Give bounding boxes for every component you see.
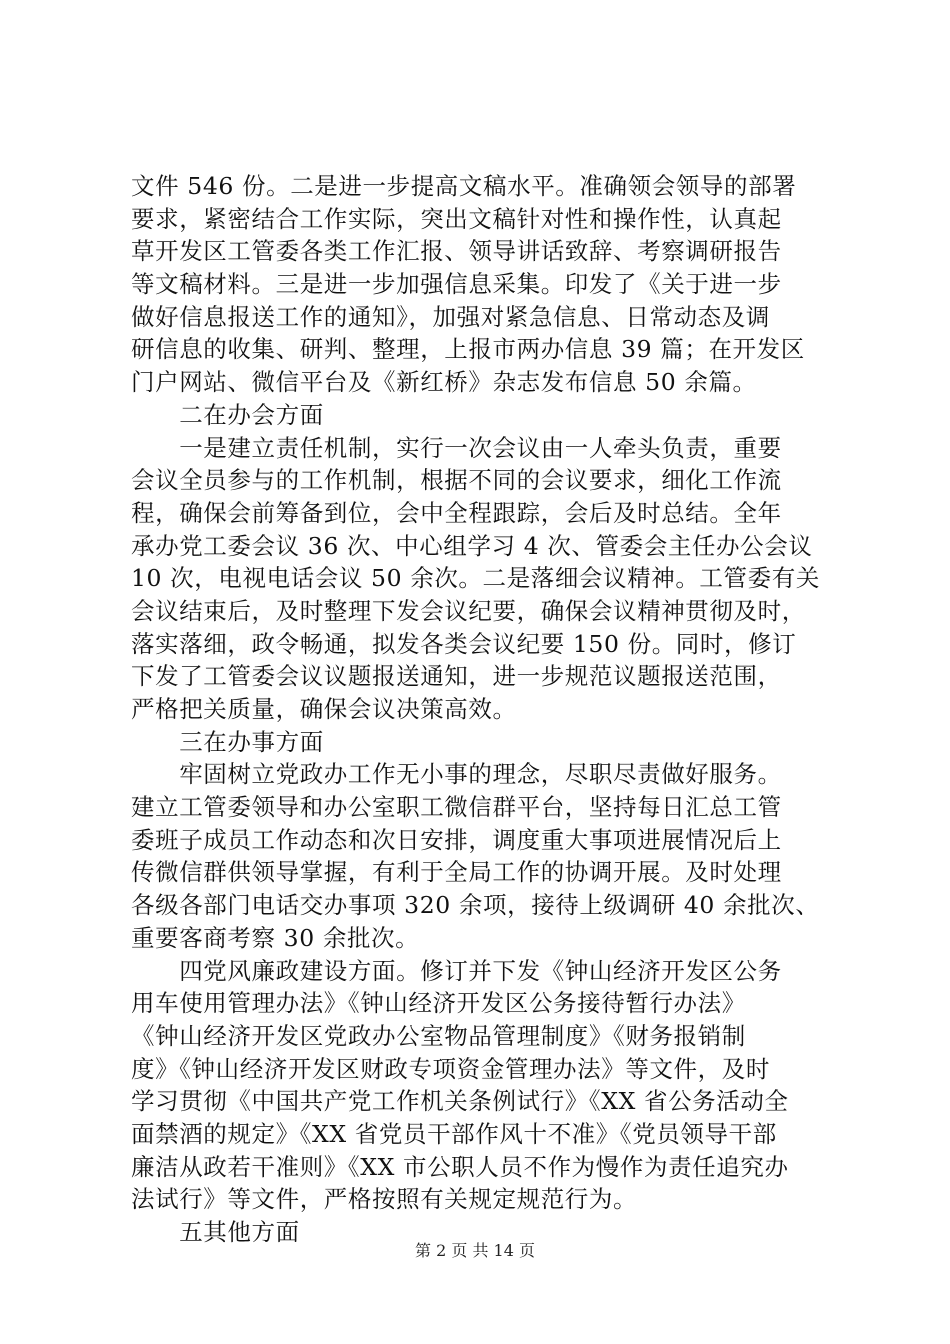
text-line: 下发了工管委会议议题报送通知，进一步规范议题报送范围， [131,662,782,691]
text-line: 四党风廉政建设方面。修订并下发《钟山经济开发区公务 [131,956,782,985]
text-line: 严格把关质量，确保会议决策高效。 [131,695,517,723]
text-line: 二在办会方面 [131,400,324,429]
text-line: 用车使用管理办法》《钟山经济开发区公务接待暂行办法》 [131,989,746,1018]
page-footer: 第 2 页 共 14 页 [415,1241,535,1260]
text-line: 落实落细，政令畅通，拟发各类会议纪要 150 份。同时，修订 [131,629,797,658]
text-line: 传微信群供领导掌握，有利于全局工作的协调开展。及时处理 [131,858,782,887]
text-line: 会议结束后，及时整理下发会议纪要，确保会议精神贯彻及时， [131,596,806,625]
text-line: 会议全员参与的工作机制，根据不同的会议要求，细化工作流 [131,466,782,495]
text-line: 一是建立责任机制，实行一次会议由一人牵头负责，重要 [131,433,782,462]
text-line: 10 次，电视电话会议 50 余次。二是落细会议精神。工管委有关 [131,564,820,593]
text-line: 门户网站、微信平台及《新红桥》杂志发布信息 50 余篇。 [131,368,757,397]
text-line: 三在办事方面 [131,727,324,756]
text-line: 度》《钟山经济开发区财政专项资金管理办法》等文件，及时 [131,1054,770,1083]
text-line: 要求，紧密结合工作实际，突出文稿针对性和操作性，认真起 [131,204,782,233]
document-body [131,170,831,1249]
text-line: 委班子成员工作动态和次日安排，调度重大事项进展情况后上 [131,825,782,854]
text-line: 法试行》等文件，严格按照有关规定规范行为。 [131,1185,638,1214]
text-line: 廉洁从政若干准则》《XX 市公职人员不作为慢作为责任追究办 [131,1152,789,1181]
text-line: 建立工管委领导和办公室职工微信群平台，坚持每日汇总工管 [131,793,782,822]
text-line: 各级各部门电话交办事项 320 余项，接待上级调研 40 余批次、 [131,891,820,920]
text-line: 草开发区工管委各类工作汇报、领导讲话致辞、考察调研报告 [131,237,782,266]
text-line: 研信息的收集、研判、整理，上报市两办信息 39 篇；在开发区 [131,335,805,364]
text-line: 面禁酒的规定》《XX 省党员干部作风十不准》《党员领导干部 [131,1119,777,1148]
text-line: 做好信息报送工作的通知》，加强对紧急信息、日常动态及调 [131,302,770,331]
text-line: 《钟山经济开发区党政办公室物品管理制度》《财务报销制 [131,1021,746,1050]
text-line: 文件 546 份。二是进一步提高文稿水平。准确领会领导的部署 [131,172,797,200]
text-line: 牢固树立党政办工作无小事的理念，尽职尽责做好服务。 [131,760,782,789]
text-line: 程，确保会前筹备到位，会中全程跟踪，会后及时总结。全年 [131,498,782,527]
text-line: 重要客商考察 30 余批次。 [131,923,420,952]
text-line: 学习贯彻《中国共产党工作机关条例试行》《XX 省公务活动全 [131,1087,789,1116]
text-line: 等文稿材料。三是进一步加强信息采集。印发了《关于进一步 [131,270,782,299]
text-line: 五其他方面 [131,1218,300,1246]
text-line: 承办党工委会议 36 次、中心组学习 4 次、管委会主任办公会议 [131,531,813,560]
